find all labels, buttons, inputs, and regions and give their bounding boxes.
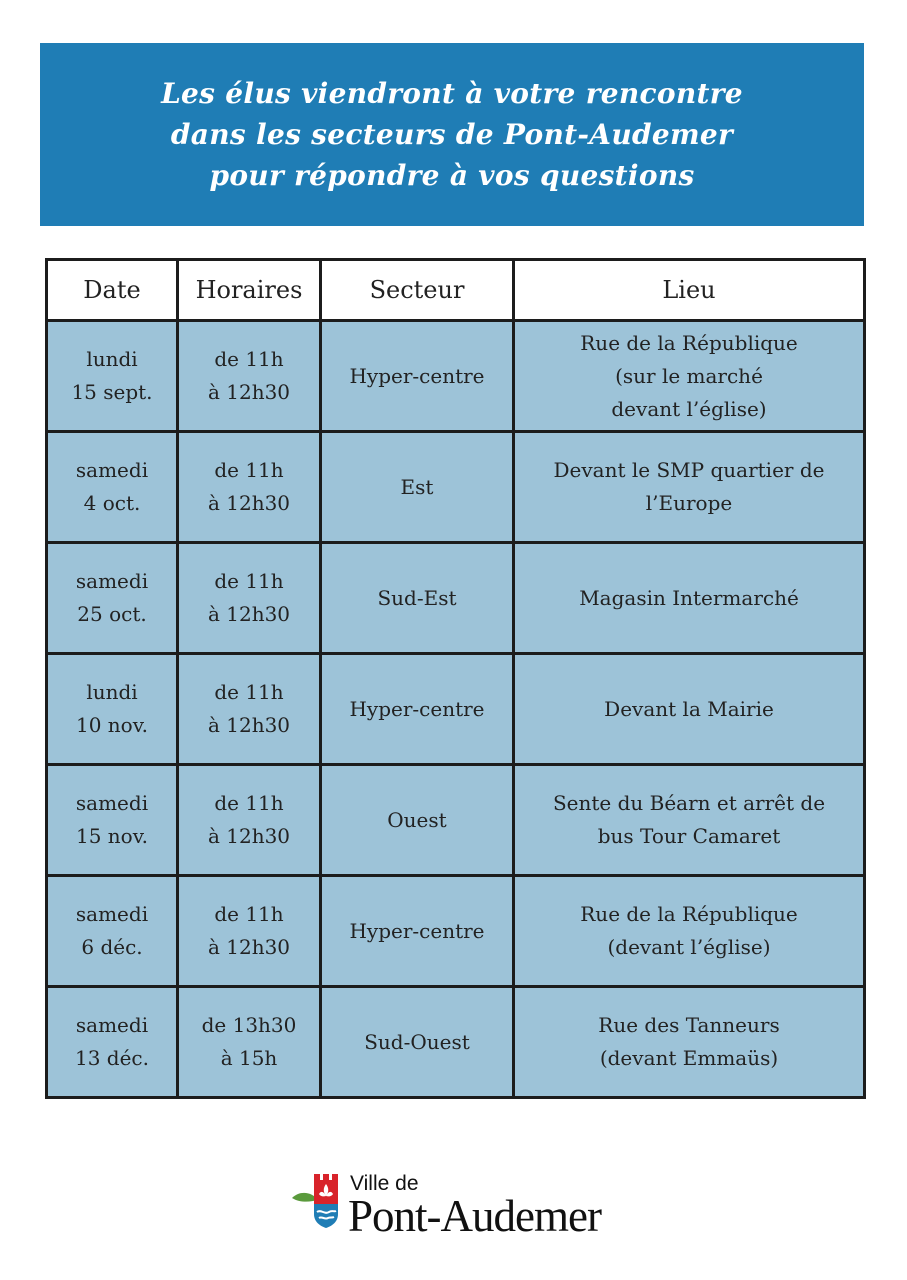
place-cell-line: (devant l’église) — [607, 935, 771, 959]
date-cell-line: 13 déc. — [74, 1046, 149, 1070]
time-cell-line: à 12h30 — [207, 935, 291, 959]
banner-line-3: pour répondre à vos questions — [209, 159, 695, 192]
sector-cell: Est — [321, 432, 514, 543]
time-cell — [178, 543, 321, 654]
place-cell — [514, 321, 865, 432]
place-cell-line: (sur le marché — [615, 363, 763, 388]
title-banner — [40, 43, 864, 226]
banner-line-2: dans les secteurs de Pont-Audemer — [170, 118, 734, 151]
banner-line-1: Les élus viendront à votre rencontre — [161, 77, 743, 110]
date-cell-line: 15 sept. — [71, 380, 153, 404]
date-cell-line: samedi — [75, 902, 149, 926]
place-cell-line: Magasin Intermarché — [579, 585, 799, 610]
date-cell-line: samedi — [75, 791, 149, 815]
time-cell-line: à 12h30 — [207, 713, 291, 737]
schedule-table — [45, 258, 866, 1099]
logo-big-text: Pont-Audemer — [348, 1191, 601, 1241]
place-cell-line: bus Tour Camaret — [597, 824, 781, 848]
header-horaires: Horaires — [178, 260, 321, 321]
header-secteur: Secteur — [321, 260, 514, 321]
time-cell — [178, 765, 321, 876]
time-cell — [178, 654, 321, 765]
date-cell-line: lundi — [86, 347, 138, 371]
time-cell-line: à 12h30 — [207, 491, 291, 515]
place-cell — [514, 765, 865, 876]
time-cell-line: de 11h — [214, 569, 284, 593]
place-cell-line: Rue de la République — [580, 330, 798, 355]
table-row — [47, 543, 865, 654]
time-cell-line: de 11h — [214, 458, 284, 482]
table-header-row — [47, 260, 865, 321]
logo-small-text: Ville de — [350, 1172, 419, 1195]
date-cell — [47, 765, 178, 876]
table-row — [47, 654, 865, 765]
place-cell-line: (devant Emmaüs) — [599, 1046, 779, 1070]
place-cell — [514, 543, 865, 654]
header-date: Date — [47, 260, 178, 321]
date-cell-line: 6 déc. — [81, 935, 143, 959]
sector-cell: Sud-Ouest — [321, 987, 514, 1098]
date-cell — [47, 654, 178, 765]
date-cell-line: 25 oct. — [77, 602, 147, 626]
date-cell-line: samedi — [75, 1013, 149, 1037]
time-cell-line: de 11h — [214, 902, 284, 926]
time-cell-line: à 12h30 — [207, 380, 291, 404]
place-cell — [514, 987, 865, 1098]
pont-audemer-logo — [290, 1168, 630, 1248]
place-cell-line: Rue des Tanneurs — [598, 1013, 780, 1037]
time-cell — [178, 987, 321, 1098]
time-cell-line: de 11h — [214, 347, 284, 371]
time-cell — [178, 321, 321, 432]
time-cell — [178, 876, 321, 987]
time-cell-line: de 11h — [214, 680, 284, 704]
time-cell-line: à 15h — [220, 1046, 278, 1070]
header-lieu: Lieu — [514, 260, 865, 321]
sector-cell: Hyper-centre — [321, 321, 514, 432]
town-crest-icon — [290, 1168, 348, 1238]
sector-cell: Sud-Est — [321, 543, 514, 654]
table-row — [47, 876, 865, 987]
table-row — [47, 987, 865, 1098]
time-cell — [178, 432, 321, 543]
date-cell-line: 15 nov. — [75, 824, 148, 848]
place-cell-line: Devant le SMP quartier de — [553, 458, 825, 482]
time-cell-line: de 11h — [214, 791, 284, 815]
place-cell — [514, 876, 865, 987]
date-cell-line: 10 nov. — [75, 713, 148, 737]
sector-cell: Hyper-centre — [321, 654, 514, 765]
date-cell — [47, 543, 178, 654]
sector-cell: Ouest — [321, 765, 514, 876]
date-cell — [47, 321, 178, 432]
place-cell — [514, 654, 865, 765]
date-cell — [47, 432, 178, 543]
table-row — [47, 321, 865, 432]
place-cell — [514, 432, 865, 543]
place-cell-line: devant l’église) — [611, 396, 767, 421]
date-cell — [47, 987, 178, 1098]
table-row — [47, 432, 865, 543]
time-cell-line: à 12h30 — [207, 602, 291, 626]
date-cell-line: lundi — [86, 680, 138, 704]
date-cell-line: 4 oct. — [83, 491, 141, 515]
time-cell-line: de 13h30 — [201, 1013, 297, 1037]
place-cell-line: l’Europe — [645, 491, 733, 515]
sector-cell: Hyper-centre — [321, 876, 514, 987]
time-cell-line: à 12h30 — [207, 824, 291, 848]
date-cell — [47, 876, 178, 987]
place-cell-line: Sente du Béarn et arrêt de — [552, 791, 826, 815]
table-row — [47, 765, 865, 876]
place-cell-line: Rue de la République — [580, 902, 798, 926]
date-cell-line: samedi — [75, 569, 149, 593]
date-cell-line: samedi — [75, 458, 149, 482]
place-cell-line: Devant la Mairie — [604, 696, 774, 721]
